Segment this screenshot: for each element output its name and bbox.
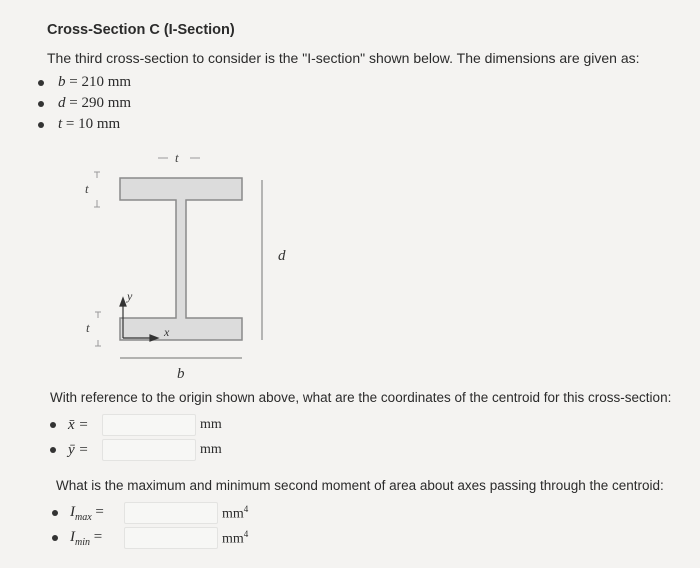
bullet-icon bbox=[50, 422, 56, 428]
dimension-value: = 290 mm bbox=[69, 95, 132, 111]
label-y: y bbox=[127, 289, 133, 303]
i-max-row bbox=[52, 502, 248, 524]
i-max-unit bbox=[222, 504, 248, 523]
i-min-unit-base: mm bbox=[222, 531, 244, 547]
i-max-unit-base: mm bbox=[222, 506, 244, 522]
i-max-symbol bbox=[70, 504, 124, 523]
i-min-unit-exp: 4 bbox=[243, 528, 249, 539]
x-bar-unit: mm bbox=[200, 417, 222, 432]
i-min-input[interactable] bbox=[124, 527, 218, 549]
i-min-row bbox=[52, 527, 248, 549]
y-bar-input[interactable] bbox=[102, 439, 196, 461]
x-bar-symbol: x̄ = bbox=[68, 416, 89, 433]
i-max-letter: I bbox=[70, 503, 75, 520]
i-min-eq: = bbox=[93, 528, 103, 545]
inertia-question: What is the maximum and minimum second moment of area about axes passing through the centroid: bbox=[56, 478, 664, 493]
i-max-eq: = bbox=[95, 503, 104, 520]
dimension-value: = 10 mm bbox=[65, 116, 121, 132]
i-min-symbol bbox=[70, 529, 124, 548]
centroid-y-row bbox=[50, 439, 222, 461]
bullet-icon bbox=[52, 535, 58, 541]
y-bar-unit: mm bbox=[200, 442, 222, 457]
label-x: x bbox=[164, 325, 170, 339]
i-beam-shape bbox=[120, 178, 242, 340]
dimension-symbol: d bbox=[58, 95, 66, 111]
label-b: b bbox=[177, 366, 185, 382]
label-t-web: t bbox=[175, 150, 179, 165]
i-max-input[interactable] bbox=[124, 502, 218, 524]
bullet-icon bbox=[52, 510, 58, 516]
y-bar-symbol: ȳ = bbox=[68, 441, 89, 458]
i-min-letter: I bbox=[70, 528, 75, 545]
label-t-top-flange: t bbox=[85, 181, 89, 196]
x-bar-input[interactable] bbox=[102, 414, 196, 436]
intro-text: The third cross-section to consider is the "I-section" shown below. The dimensions are given as: bbox=[47, 50, 640, 66]
i-min-unit bbox=[222, 529, 248, 548]
dimension-value: = 210 mm bbox=[69, 74, 132, 90]
label-t-bottom-flange: t bbox=[86, 320, 90, 335]
centroid-x-row bbox=[50, 414, 222, 436]
dimension-symbol: b bbox=[58, 74, 66, 90]
top-flange-thickness-dimension bbox=[94, 172, 100, 207]
centroid-question: With reference to the origin shown above, what are the coordinates of the centroid for this cross-section: bbox=[50, 390, 672, 405]
dimension-symbol: t bbox=[58, 116, 63, 132]
i-min-sub: min bbox=[75, 536, 90, 548]
bullet-icon bbox=[50, 447, 56, 453]
bottom-flange-thickness-dimension bbox=[95, 312, 101, 346]
label-d: d bbox=[278, 248, 286, 264]
i-max-unit-exp: 4 bbox=[243, 503, 249, 514]
i-max-sub: max bbox=[75, 511, 92, 523]
section-title: Cross-Section C (I-Section) bbox=[47, 22, 235, 38]
